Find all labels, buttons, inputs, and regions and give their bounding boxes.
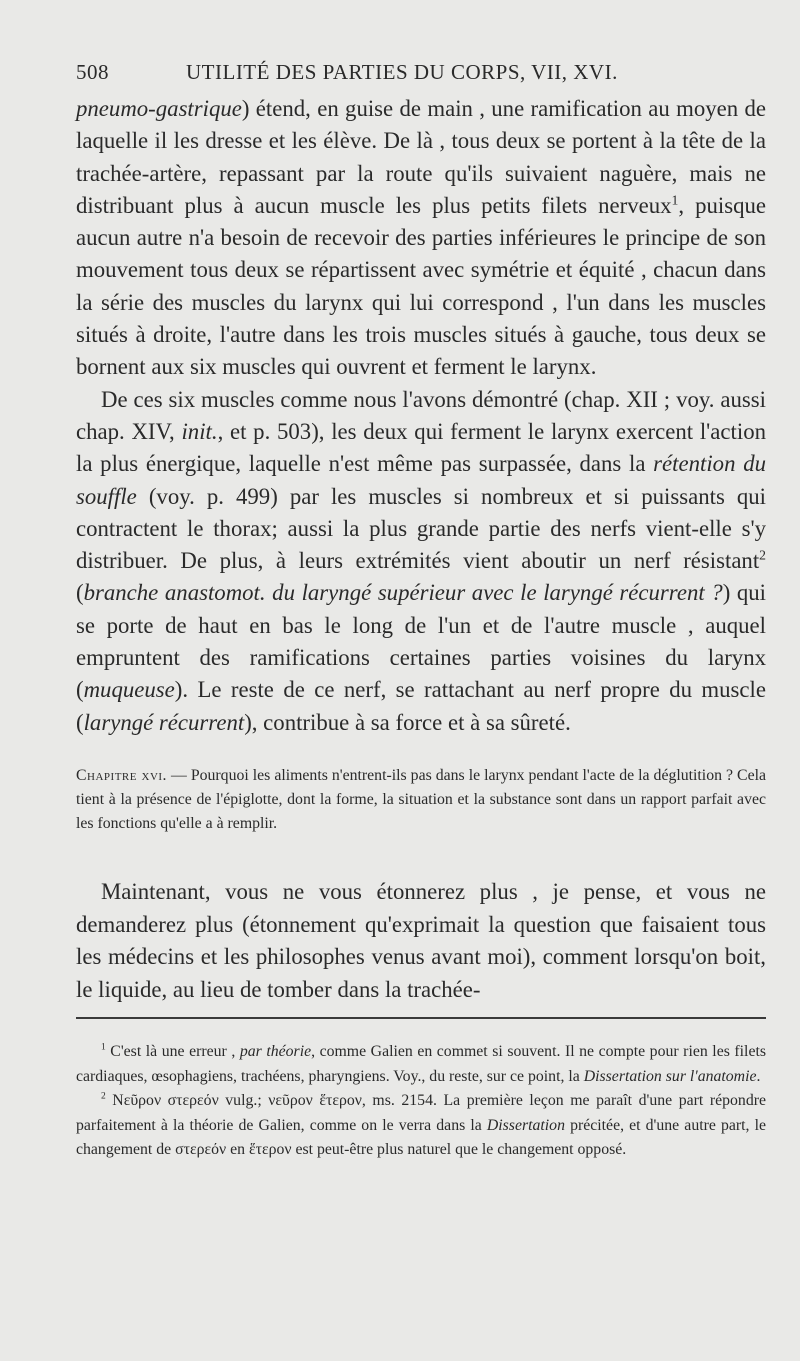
main-text <box>76 93 766 739</box>
italic-term: branche anastomot. du laryngé supérieur avec le laryngé récurrent ? <box>83 580 723 606</box>
italic-term: Dissertation <box>486 1116 565 1134</box>
text-run: (voy. p. 499) par les muscles si nombreux et si puissants qui contractent le thorax; aussi la plus grande partie des nerfs vient-elle s'y distribuer. De plus, à leurs extrémités vient aboutir un nerf résistant <box>76 483 766 574</box>
paragraph-1 <box>76 93 766 384</box>
text-run: ), contribue à sa force et à sa sûreté. <box>244 709 571 735</box>
footnote-1 <box>76 1040 766 1089</box>
footnote-mark: 2 <box>101 1091 106 1102</box>
page-number: 508 <box>76 60 109 84</box>
footnote-ref-2[interactable]: 2 <box>759 547 766 563</box>
footnote-ref-1[interactable]: 1 <box>671 192 679 208</box>
italic-term: par théorie <box>239 1043 312 1060</box>
text-run: . <box>756 1067 761 1085</box>
footnotes <box>76 1040 766 1163</box>
paragraph-2 <box>76 384 766 739</box>
italic-term: muqueuse <box>83 677 175 703</box>
italic-term: rétention du souffle <box>76 451 766 509</box>
footnote-mark: 1 <box>101 1042 106 1053</box>
italic-term: Dissertation sur l'anatomie <box>583 1067 757 1085</box>
footnote-divider <box>76 1017 766 1019</box>
paragraph-3: Maintenant, vous ne vous étonnerez plus , je pense, et vous ne demanderez plus (étonnement qu'exprimait la question que faisaient tous les médecins et les philosophes venus avant moi), comment lorsqu'on boit, le liquide, au lieu de tomber dans la trachée- <box>76 879 766 1002</box>
text-run: précitée, et d'une autre part, le changement de στερεόν en ἕτερον est peut-être plus naturel que le changement opposé. <box>76 1116 767 1159</box>
chapter-dash: — <box>167 767 191 784</box>
chapter-summary <box>76 764 766 836</box>
chapter-label: Chapitre xvi. <box>76 767 167 784</box>
footnote-2 <box>76 1089 766 1163</box>
chapter-summary-text: Pourquoi les aliments n'entrent-ils pas dans le larynx pendant l'acte de la déglutition ? Cela tient à la présence de l'épiglotte, dont la forme, la situation et la substance sont dans un rapport parfait avec les fonctions qu'elle a à remplir. <box>76 767 766 832</box>
text-run: C'est là une erreur , <box>105 1043 240 1060</box>
text-run: , comme Galien en commet si souvent. Il ne compte pour rien les filets cardiaques, œsophagiens, trachéens, pharyngiens. Voy., du reste, sur ce point, la <box>76 1043 766 1085</box>
running-title: UTILITÉ DES PARTIES DU CORPS, VII, XVI. <box>186 60 618 84</box>
text-run: , et p. 503), les deux qui ferment le larynx exercent l'action la plus énergique, laquelle n'est même pas surpassée, dans la <box>76 418 766 477</box>
italic-term: laryngé récurrent <box>83 709 245 735</box>
italic-term: init. <box>181 418 218 444</box>
text-run: ) étend, en guise de main , une ramification au moyen de laquelle il les dresse et les élève. De là , tous deux se portent à la tête de la trachée-artère, repassant par la route qu'ils suivaient naguère, mais ne distribuant plus à aucun muscle les plus petits filets nerveux <box>76 96 766 218</box>
italic-term: pneumo-gastrique <box>76 96 242 121</box>
text-run: ). Le reste de ce nerf, se rattachant au nerf propre du muscle ( <box>76 677 766 735</box>
text-run: ) qui se porte de haut en bas le long de l'un et de l'autre muscle , auquel empruntent des ramifications certaines parties voisines du larynx ( <box>76 580 767 703</box>
text-run: ( <box>76 580 84 606</box>
main-text-continued <box>76 876 766 1006</box>
text-run: , puisque aucun autre n'a besoin de recevoir des parties inférieures le principe de son mouvement tous deux se répartissent avec symétrie et équité , chacun dans la série des muscles du larynx qui lui correspond , l'un dans les muscles situés à droite, l'autre dans les trois muscles situés à gauche, tous deux se bornent aux six muscles qui ouvrent et ferment le larynx. <box>76 192 766 380</box>
text-run: Νεῦρον στερεόν vulg.; νεῦρον ἕτερον, ms. 2154. La première leçon me paraît d'une part répondre parfaitement à la théorie de Galien, comme on le verra dans la <box>76 1092 766 1134</box>
text-run: De ces six muscles comme nous l'avons démontré (chap. XII ; voy. aussi chap. XIV, <box>76 386 766 444</box>
running-head <box>76 60 766 88</box>
